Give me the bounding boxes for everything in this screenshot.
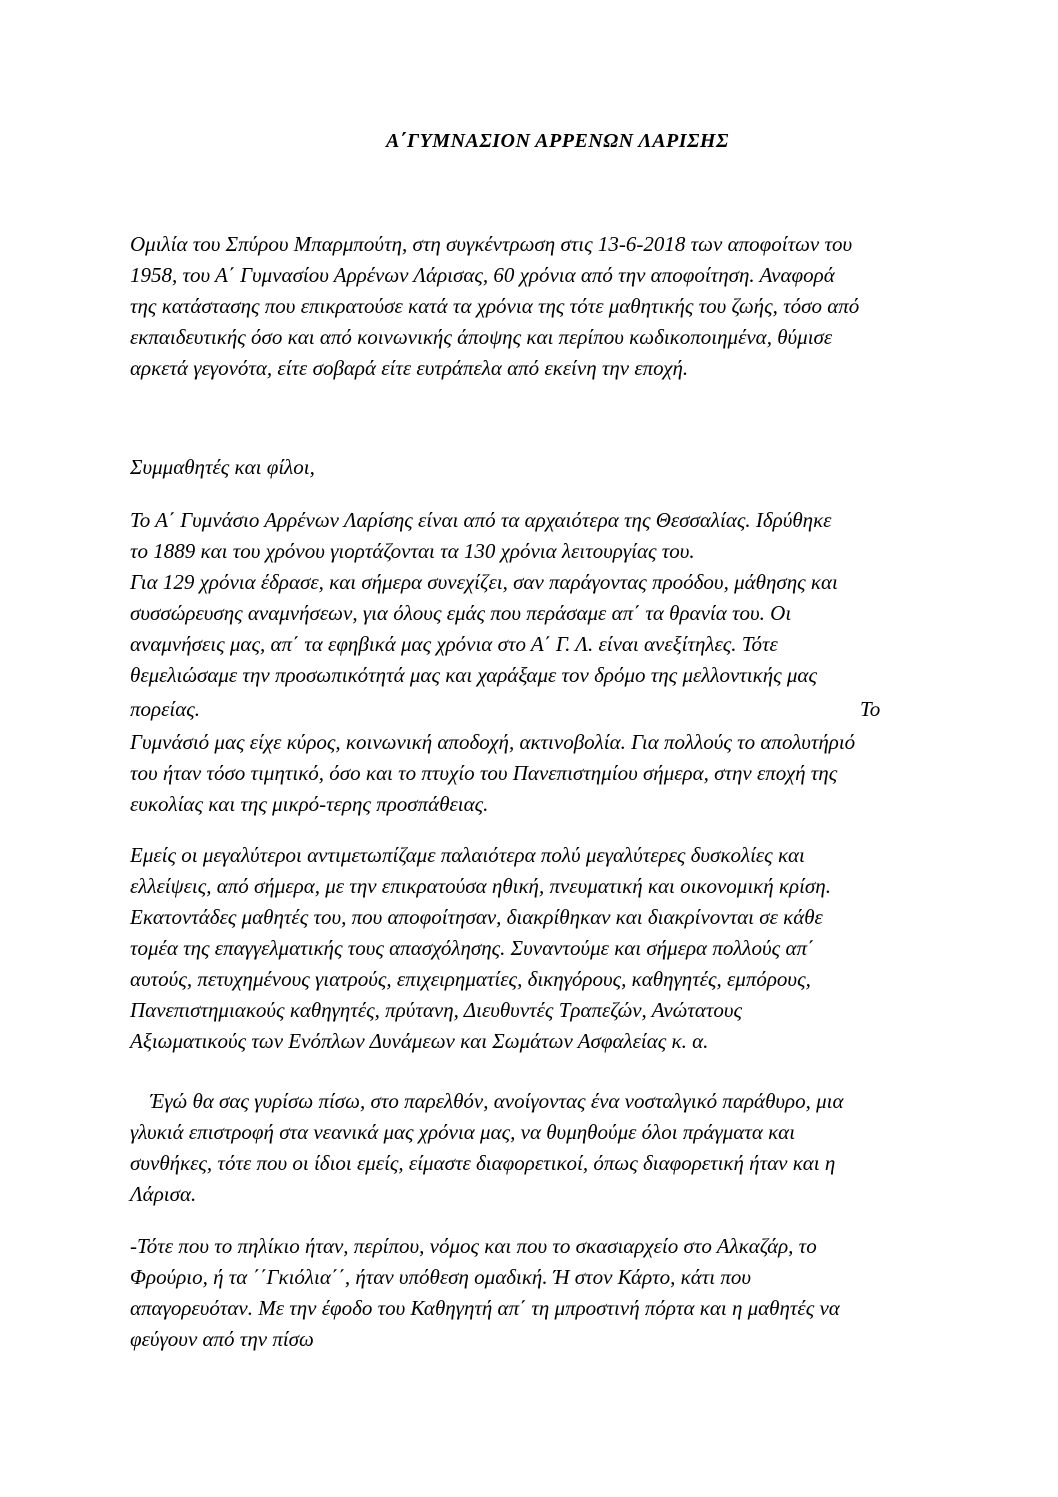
paragraph4-line: φεύγουν από την πίσω (130, 1327, 314, 1351)
paragraph1-line: πορείας. (130, 697, 201, 721)
paragraph1-line: ευκολίας και της μικρό-τερης προσπάθειας. (130, 792, 489, 816)
paragraph3-line: Λάρισα. (130, 1182, 197, 1206)
paragraph4-line: -Τότε που το πηλίκιο ήταν, περίπου, νόμος και που το σκασιαρχείο στο Αλκαζάρ, το (130, 1234, 817, 1258)
paragraph1-line: Γυμνάσιό μας είχε κύρος, κοινωνική αποδοχή, ακτινοβολία. Για πολλούς το απολυτήριό (130, 730, 856, 754)
paragraph2-line: Αξιωματικούς των Ενόπλων Δυνάμεων και Σωμάτων Ασφαλείας κ. α. (130, 1029, 709, 1053)
document-title: Α΄ΓΥΜΝΑΣΙΟΝ ΑΡΡΕΝΩΝ ΛΑΡΙΣΗΣ (386, 130, 729, 152)
paragraph2-line: ελλείψεις, από σήμερα, με την επικρατούσα ηθική, πνευματική και οικονομική κρίση. (130, 874, 831, 898)
paragraph2-line: Εκατοντάδες μαθητές του, που αποφοίτησαν, διακρίθηκαν και διακρίνονται σε κάθε (130, 905, 823, 929)
paragraph3-line: συνθήκες, τότε που οι ίδιοι εμείς, είμαστε διαφορετικοί, όπως διαφορετική ήταν και η (130, 1151, 836, 1175)
paragraph4-line: απαγορευόταν. Με την έφοδο του Καθηγητή απ΄ τη μπροστινή πόρτα και η μαθητές να (130, 1296, 840, 1320)
paragraph2-line: αυτούς, πετυχημένους γιατρούς, επιχειρηματίες, δικηγόρους, καθηγητές, εμπόρους, (130, 967, 811, 991)
paragraph1-line: του ήταν τόσο τιμητικό, όσο και το πτυχίο του Πανεπιστημίου σήμερα, στην εποχή της (130, 761, 838, 785)
paragraph4-line: Φρούριο, ή τα ΄΄Γκιόλια΄΄, ήταν υπόθεση ομαδική. Ή στον Κάρτο, κάτι που (130, 1265, 752, 1289)
paragraph1-line: θεμελιώσαμε την προσωπικότητά μας και χαράξαμε τον δρόμο της μελλοντικής μας (130, 663, 817, 687)
paragraph2-line: Πανεπιστημιακούς καθηγητές, πρύτανη, Διευθυντές Τραπεζών, Ανώτατους (130, 998, 743, 1022)
paragraph1-line: συσσώρευσης αναμνήσεων, για όλους εμάς που περάσαμε απ΄ τα θρανία του. Οι (130, 601, 792, 625)
intro-line: εκπαιδευτικής όσο και από κοινωνικής άποψης και περίπου κωδικοποιημένα, θύμισε (130, 325, 833, 349)
paragraph1-line: Για 129 χρόνια έδρασε, και σήμερα συνεχίζει, σαν παράγοντας προόδου, μάθησης και (130, 570, 838, 594)
paragraph3-line: γλυκιά επιστροφή στα νεανικά μας χρόνια μας, να θυμηθούμε όλοι πράγματα και (130, 1120, 796, 1144)
intro-line: Ομιλία του Σπύρου Μπαρμπούτη, στη συγκέντρωση στις 13-6-2018 των αποφοίτων του (130, 232, 853, 256)
intro-line: της κατάστασης που επικρατούσε κατά τα χρόνια της τότε μαθητικής του ζωής, τόσο από (130, 294, 860, 318)
paragraph1-trailing-word: Το (860, 697, 881, 721)
paragraph2-line: Εμείς οι μεγαλύτεροι αντιμετωπίζαμε παλαιότερα πολύ μεγαλύτερες δυσκολίες και (130, 843, 805, 867)
paragraph2-line: τομέα της επαγγελματικής τους απασχόλησης. Συναντούμε και σήμερα πολλούς απ΄ (130, 936, 814, 960)
intro-line: αρκετά γεγονότα, είτε σοβαρά είτε ευτράπελα από εκείνη την εποχή. (130, 356, 689, 380)
paragraph3-line: Έγώ θα σας γυρίσω πίσω, στο παρελθόν, ανοίγοντας ένα νοσταλγικό παράθυρο, μια (150, 1089, 844, 1113)
paragraph1-line: το 1889 και του χρόνου γιορτάζονται τα 130 χρόνια λειτουργίας του. (130, 539, 695, 563)
paragraph1-line: Το Α΄ Γυμνάσιο Αρρένων Λαρίσης είναι από τα αρχαιότερα της Θεσσαλίας. Ιδρύθηκε (130, 508, 832, 532)
paragraph1-line: αναμνήσεις μας, απ΄ τα εφηβικά μας χρόνια στο Α΄ Γ. Λ. είναι ανεξίτηλες. Τότε (130, 632, 778, 656)
greeting: Συμμαθητές και φίλοι, (130, 455, 315, 479)
intro-line: 1958, του Α΄ Γυμνασίου Αρρένων Λάρισας, 60 χρόνια από την αποφοίτηση. Αναφορά (130, 263, 835, 287)
